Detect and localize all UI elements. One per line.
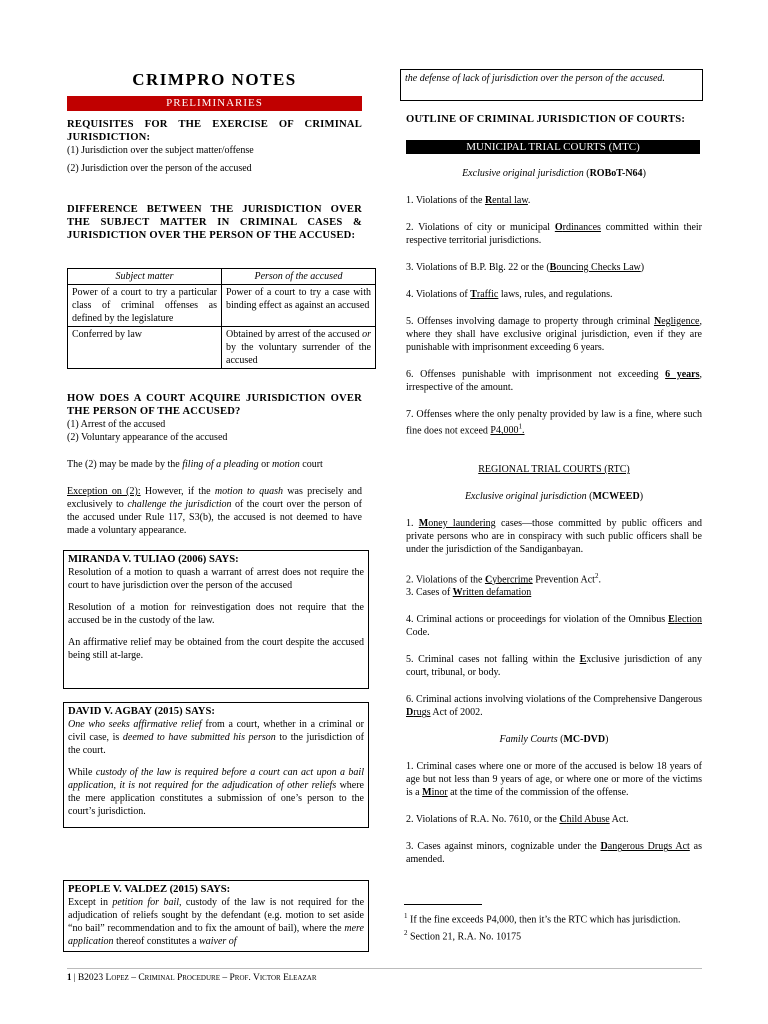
list-item: 3. Cases against minors, cognizable under the Dangerous Drugs Act as amended.: [406, 841, 702, 866]
miranda-case-box: [63, 550, 369, 689]
valdez-case-box: [63, 880, 369, 952]
requisites-section: [67, 118, 362, 175]
continued-text: the defense of lack of jurisdiction over the person of the accused.: [405, 73, 665, 84]
rtc-section: [406, 463, 702, 866]
list-item: 1. Money laundering cases—those committed by public officers and private persons who are in conspiracy with such public officers shall be under the jurisdiction of the Sandiganbayan.: [406, 518, 703, 555]
requisite-item: (2) Jurisdiction over the person of the accused: [67, 163, 252, 174]
list-item: 3. Violations of B.P. Blg. 22 or the (Bouncing Checks Law): [406, 262, 645, 273]
rtc-jurisdiction-label: Exclusive original jurisdiction (MCWEED): [464, 491, 644, 502]
list-item: 5. Offenses involving damage to property through criminal Negligence, where they shall have exclusive original jurisdiction, even if they are punishable with imprisonment exceeding 6 years.: [406, 316, 702, 353]
footnote-rule: [404, 904, 482, 905]
agbay-case-box: [63, 702, 369, 828]
difference-heading: DIFFERENCE BETWEEN THE JURISDICTION OVER THE SUBJECT MATTER IN CRIMINAL CASES & JURISDICTION OVER THE PERSON OF THE ACCUSED:: [67, 204, 362, 241]
case-paragraph: Except in petition for bail, custody of the law is not required for the adjudication of reliefs sought by the defendant (e.g. motion to set aside “no bail” recommendation and to fix the amount of bail), where the mere application thereof constitutes a waiver of: [68, 897, 365, 947]
footer-text: B2023 Lopez – Criminal Procedure – Prof. Victor Eleazar: [77, 973, 317, 983]
table-cell: Power of a court to try a particular class of criminal offenses as defined by the legislature: [68, 285, 222, 327]
exception-paragraph: Exception on (2): However, if the motion to quash was precisely and exclusively to challenge the jurisdiction of the court over the person of the accused under Rule 117, S3(b), the accused is not deemed to have made a voluntary appearance.: [67, 486, 363, 536]
page-footer: [67, 968, 702, 983]
list-item: 1. Criminal cases where one or more of the accused is below 18 years of age but not less than 9 years of age, or where one or more of the victims is a Minor at the time of the commission of the offense.: [406, 761, 702, 799]
list-item: 2. Violations of the Cybercrime Prevention Act$^2$.: [406, 572, 601, 586]
list-item: 5. Criminal cases not falling within the Exclusive jurisdiction of any court, tribunal, or body.: [406, 654, 702, 679]
case-paragraph: An affirmative relief may be obtained from the court despite the accused being still at-large.: [68, 637, 364, 661]
case-paragraph: While custody of the law is required before a court can act upon a bail application, it is not required for the adjudication of other reliefs where the mere application constitutes a submission of one’s person to the court’s jurisdiction.: [68, 767, 364, 817]
list-item: 6. Criminal actions involving violations of the Comprehensive Dangerous Drugs Act of 2002.: [406, 694, 702, 719]
requisites-heading: REQUISITES FOR THE EXERCISE OF CRIMINAL JURISDICTION:: [67, 119, 362, 143]
requisite-item: (1) Jurisdiction over the subject matter/offense: [67, 145, 254, 156]
case-paragraph: Resolution of a motion for reinvestigation does not require that the accused be in the custody of the law.: [68, 602, 364, 626]
case-heading: DAVID V. AGBAY (2015) SAYS:: [68, 706, 215, 717]
list-item: 4. Violations of Traffic laws, rules, and regulations.: [406, 289, 613, 300]
footnote-1: $^1$ If the fine exceeds P4,000, then it’s the RTC which has jurisdiction.: [404, 912, 681, 926]
family-courts-label: Family Courts (MC-DVD): [499, 734, 609, 746]
acquire-heading: HOW DOES A COURT ACQUIRE JURISDICTION OVER THE PERSON OF THE ACCUSED?: [67, 393, 362, 417]
list-item: 4. Criminal actions or proceedings for violation of the Omnibus Election Code.: [406, 614, 702, 639]
list-item: 2. Violations of R.A. No. 7610, or the Child Abuse Act.: [406, 814, 629, 826]
mtc-bar: MUNICIPAL TRIAL COURTS (MTC): [406, 140, 700, 154]
continued-box: [400, 69, 703, 101]
outline-section: [406, 113, 702, 126]
mtc-section: [406, 167, 702, 437]
page-title: CRIMPRO NOTES: [132, 70, 297, 89]
comparison-table: [67, 268, 376, 369]
outline-heading: OUTLINE OF CRIMINAL JURISDICTION OF COURTS:: [406, 114, 686, 125]
filing-paragraph: The (2) may be made by the filing of a pleading or motion court: [67, 459, 323, 470]
acquire-item: (1) Arrest of the accused: [67, 419, 166, 430]
acquire-item: (2) Voluntary appearance of the accused: [67, 432, 228, 443]
footnotes: [404, 910, 704, 944]
case-paragraph: One who seeks affirmative relief from a court, whether in a criminal or civil case, is deemed to have submitted his person to the jurisdiction of the court.: [68, 719, 365, 756]
table-cell: Obtained by arrest of the accused or by the voluntary surrender of the accused: [222, 327, 376, 369]
case-paragraph: Resolution of a motion to quash a warrant of arrest does not require the court to have jurisdiction over the person of the accused: [68, 567, 364, 591]
list-item: 1. Violations of the Rental law.: [406, 195, 531, 206]
mtc-jurisdiction-label: Exclusive original jurisdiction (ROBoT-N64): [462, 168, 646, 179]
table-header: Person of the accused: [222, 269, 376, 285]
case-heading: MIRANDA V. TULIAO (2006) SAYS:: [68, 554, 239, 565]
footnote-2: $^2$ Section 21, R.A. No. 10175: [404, 929, 522, 943]
table-cell: Conferred by law: [68, 327, 222, 369]
table-cell: Power of a court to try a case with binding effect as against an accused: [222, 285, 376, 327]
list-item: 2. Violations of city or municipal Ordinances committed within their respective territorial jurisdictions.: [406, 222, 703, 246]
case-heading: PEOPLE V. VALDEZ (2015) SAYS:: [68, 884, 231, 895]
section-bar-preliminaries: PRELIMINARIES: [67, 96, 362, 111]
footer-separator: |: [71, 972, 78, 982]
list-item: 3. Cases of Written defamation: [406, 587, 532, 599]
acquire-section: [67, 392, 362, 537]
rtc-heading: REGIONAL TRIAL COURTS (RTC): [478, 464, 630, 475]
list-item: 7. Offenses where the only penalty provided by law is a fine, where such fine does not exceed P4,000$^1$.: [406, 409, 702, 437]
difference-section: [67, 203, 362, 242]
page-number: 1: [67, 972, 72, 982]
table-header: Subject matter: [68, 269, 222, 285]
list-item: 6. Offenses punishable with imprisonment not exceeding 6 years, irrespective of the amount.: [406, 369, 702, 393]
